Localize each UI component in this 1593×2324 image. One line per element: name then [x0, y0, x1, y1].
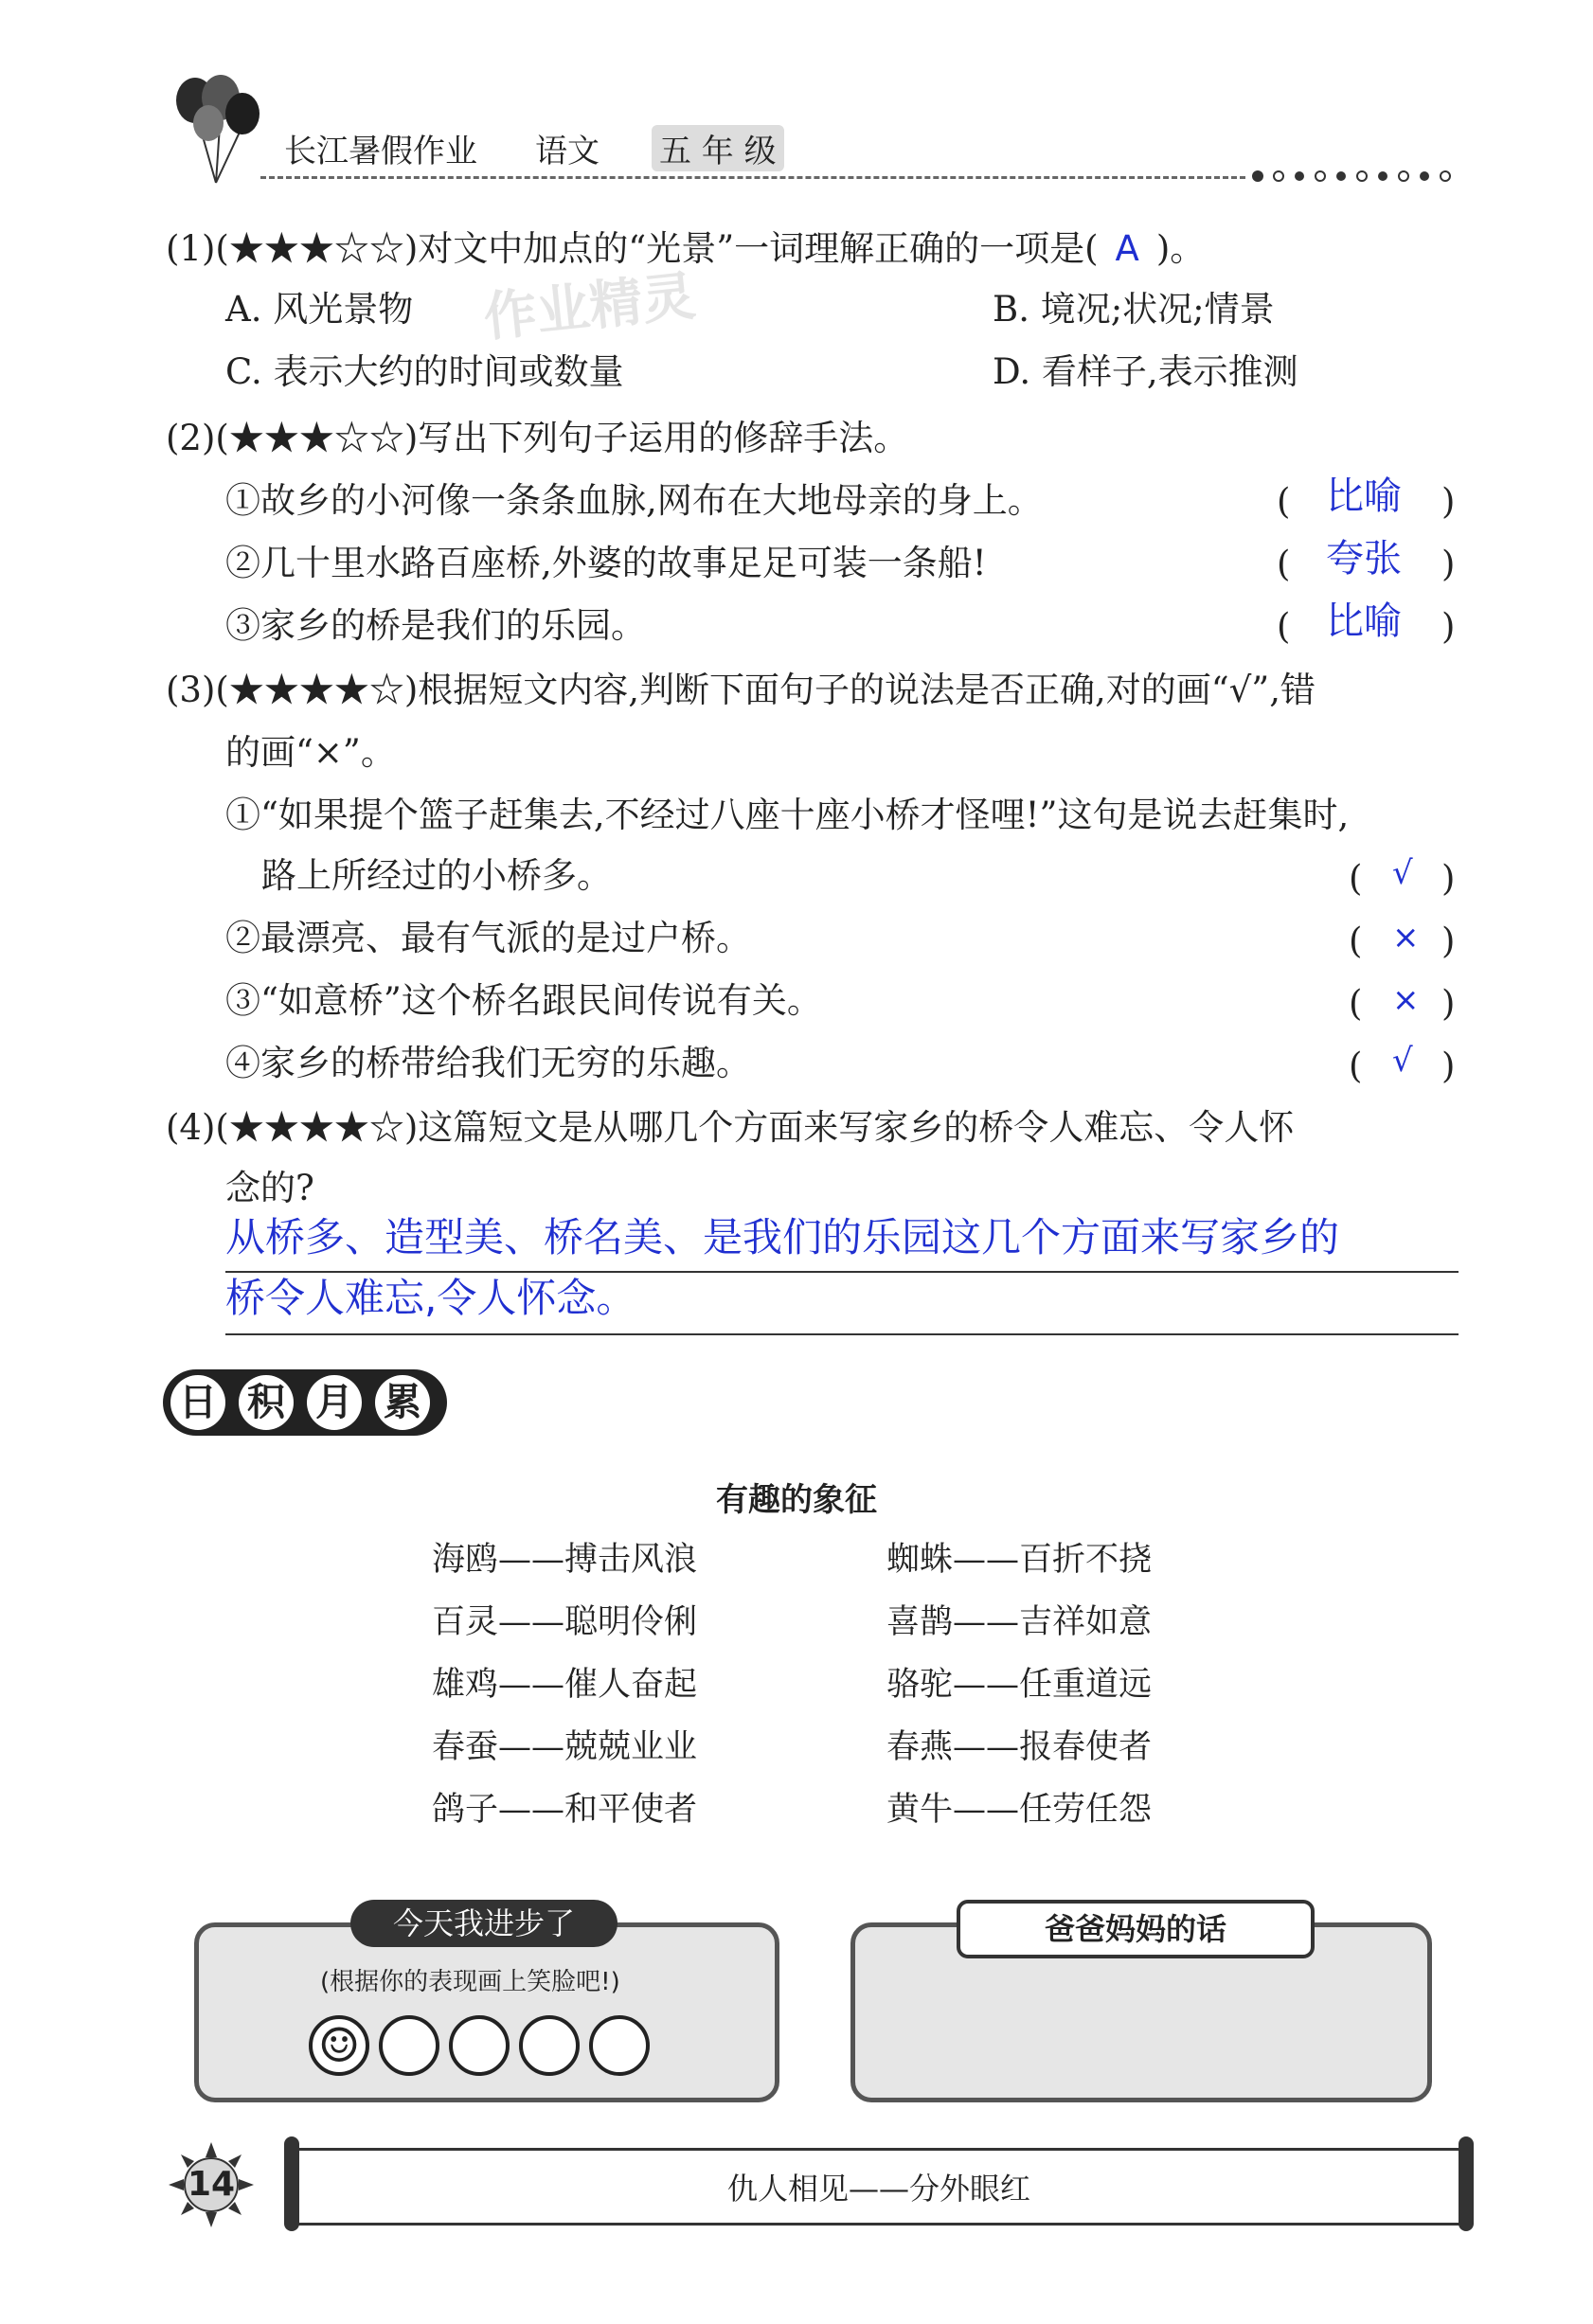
header-divider	[260, 176, 1245, 179]
q1-option-c: C. 表示大约的时间或数量	[225, 351, 624, 392]
q1-prompt-text: (1)(★★★☆☆)对文中加点的“光景”一词理解正确的一项是(	[166, 228, 1099, 269]
progress-box	[194, 1922, 779, 2102]
q2-prompt: (2)(★★★☆☆)写出下列句子运用的修辞手法。	[166, 418, 909, 458]
pair-right-2	[886, 1603, 1153, 1641]
empty-face-icon-1[interactable]	[379, 2015, 439, 2076]
pair-left-3	[432, 1666, 698, 1704]
q2-item-3: ③家乡的桥是我们的乐园。	[225, 605, 646, 646]
q3-item-2: ②最漂亮、最有气派的是过户桥。	[225, 918, 751, 958]
pair-right-5	[886, 1791, 1153, 1829]
grade-label: 五 年 级	[652, 125, 784, 171]
q1-option-d: D. 看样子,表示推测	[993, 351, 1298, 392]
pair-left-3-dash: ——	[498, 1666, 565, 1704]
section-title-char-4: 累	[375, 1375, 430, 1430]
section-subtitle: 有趣的象征	[716, 1481, 877, 1519]
q3-item-4-answer: √	[1392, 1042, 1413, 1080]
q3-prompt-line1: (3)(★★★★☆)根据短文内容,判断下面句子的说法是否正确,对的画“√”,错	[166, 670, 1316, 710]
pair-left-3-animal: 雄鸡	[432, 1666, 499, 1704]
pair-left-4-animal: 春蚕	[432, 1728, 499, 1766]
progress-box-title: 今天我进步了	[350, 1900, 618, 1947]
pair-left-2	[432, 1603, 698, 1641]
pair-right-4-animal: 春燕	[886, 1728, 954, 1766]
pair-right-4-dash: ——	[953, 1728, 1020, 1766]
section-title-char-2: 积	[239, 1375, 294, 1430]
q3-item-2-close: )	[1441, 921, 1456, 961]
parents-box-title: 爸爸妈妈的话	[957, 1900, 1315, 1958]
q2-item-3-close: )	[1441, 606, 1456, 647]
q2-item-1: ①故乡的小河像一条条血脉,网布在大地母亲的身上。	[225, 480, 1043, 521]
q3-item-2-open: (	[1349, 921, 1363, 961]
pair-left-4	[432, 1728, 698, 1766]
q4-prompt-line2: 念的?	[225, 1168, 314, 1208]
pair-right-2-dash: ——	[953, 1603, 1020, 1641]
pair-left-1-animal: 海鸥	[432, 1541, 499, 1579]
q3-item-1-answer: √	[1392, 854, 1413, 892]
section-title	[163, 1369, 447, 1436]
q1-suffix: )。	[1155, 228, 1206, 269]
pair-right-4	[886, 1728, 1153, 1766]
q4-answer-rule-1	[225, 1271, 1459, 1273]
q3-item-3: ③“如意桥”这个桥名跟民间传说有关。	[225, 980, 822, 1021]
pair-left-5	[432, 1791, 698, 1829]
q3-item-4: ④家乡的桥带给我们无穷的乐趣。	[225, 1043, 751, 1083]
q2-item-2-answer: 夸张	[1326, 537, 1402, 581]
pair-left-2-animal: 百灵	[432, 1603, 499, 1641]
pair-right-4-meaning: 报春使者	[1019, 1728, 1153, 1766]
pair-right-5-dash: ——	[953, 1791, 1020, 1829]
pair-left-1-meaning: 搏击风浪	[564, 1541, 698, 1579]
progress-box-hint: (根据你的表现画上笑脸吧!)	[320, 1968, 620, 1996]
pair-left-3-meaning: 催人奋起	[564, 1666, 698, 1704]
book-title: 长江暑假作业	[284, 133, 477, 170]
q4-answer-line2: 桥令人难忘,令人怀念。	[225, 1275, 636, 1321]
pair-left-4-dash: ——	[498, 1728, 565, 1766]
pair-right-3-meaning: 任重道远	[1019, 1666, 1153, 1704]
pair-right-1-animal: 蜘蛛	[886, 1541, 954, 1579]
q4-answer-line1: 从桥多、造型美、桥名美、是我们的乐园这几个方面来写家乡的	[225, 1214, 1340, 1260]
q3-item-1-line1: ①“如果提个篮子赶集去,不经过八座十座小桥才怪哩!”这句是说去赶集时,	[225, 795, 1350, 835]
q2-item-3-open: (	[1277, 606, 1291, 647]
pair-left-1-dash: ——	[498, 1541, 565, 1579]
q3-item-4-open: (	[1349, 1046, 1363, 1086]
q4-answer-rule-2	[225, 1333, 1459, 1335]
pair-right-2-animal: 喜鹊	[886, 1603, 954, 1641]
q2-item-2-close: )	[1441, 544, 1456, 584]
balloons-logo	[169, 74, 263, 188]
q3-prompt-line2: 的画“×”。	[225, 732, 396, 773]
pair-left-4-meaning: 兢兢业业	[564, 1728, 698, 1766]
pair-left-5-meaning: 和平使者	[564, 1791, 698, 1829]
q4-prompt-line1: (4)(★★★★☆)这篇短文是从哪几个方面来写家乡的桥令人难忘、令人怀	[166, 1107, 1295, 1148]
pair-left-5-animal: 鸽子	[432, 1791, 499, 1829]
empty-face-icon-2[interactable]	[449, 2015, 510, 2076]
pair-left-5-dash: ——	[498, 1791, 565, 1829]
q2-item-1-close: )	[1441, 481, 1456, 522]
pair-left-2-dash: ——	[498, 1603, 565, 1641]
empty-face-icon-3[interactable]	[519, 2015, 580, 2076]
smiley-face-icon: ☺	[309, 2015, 369, 2076]
q3-item-3-answer: ×	[1392, 981, 1420, 1019]
pair-right-5-animal: 黄牛	[886, 1791, 954, 1829]
section-title-char-3: 月	[307, 1375, 362, 1430]
q2-item-1-answer: 比喻	[1326, 474, 1402, 518]
empty-face-icon-4[interactable]	[589, 2015, 650, 2076]
watermark: 作业精灵	[480, 265, 699, 349]
page-number: 14	[187, 2165, 236, 2204]
pair-right-3-dash: ——	[953, 1666, 1020, 1704]
section-title-char-1: 日	[170, 1375, 225, 1430]
pair-right-3-animal: 骆驼	[886, 1666, 954, 1704]
q1-answer: A	[1115, 228, 1139, 269]
q3-item-1-open: (	[1349, 858, 1363, 899]
q3-item-3-close: )	[1441, 983, 1456, 1024]
pair-right-1-dash: ——	[953, 1541, 1020, 1579]
pair-right-1-meaning: 百折不挠	[1019, 1541, 1153, 1579]
q2-item-3-answer: 比喻	[1326, 599, 1402, 643]
pair-right-5-meaning: 任劳任怨	[1019, 1791, 1153, 1829]
pair-left-1	[432, 1541, 698, 1579]
pair-right-2-meaning: 吉祥如意	[1019, 1603, 1153, 1641]
q3-item-3-open: (	[1349, 983, 1363, 1024]
pair-left-2-meaning: 聪明伶俐	[564, 1603, 698, 1641]
header-dots	[1250, 167, 1468, 186]
q3-item-4-close: )	[1441, 1046, 1456, 1086]
q2-item-2: ②几十里水路百座桥,外婆的故事足足可装一条船!	[225, 543, 987, 583]
q1-option-b: B. 境况;状况;情景	[993, 289, 1275, 330]
q3-item-1-close: )	[1441, 858, 1456, 899]
pair-right-1	[886, 1541, 1153, 1579]
q2-item-2-open: (	[1277, 544, 1291, 584]
q1-prompt	[166, 228, 1206, 269]
pair-right-3	[886, 1666, 1153, 1704]
q3-item-1-line2: 路上所经过的小桥多。	[261, 855, 612, 896]
q3-item-2-answer: ×	[1392, 919, 1420, 956]
q2-item-1-open: (	[1277, 481, 1291, 522]
q1-option-a: A. 风光景物	[225, 289, 414, 330]
subject-label: 语文	[535, 133, 600, 170]
footer-idiom: 仇人相见——分外眼红	[726, 2171, 1030, 2207]
